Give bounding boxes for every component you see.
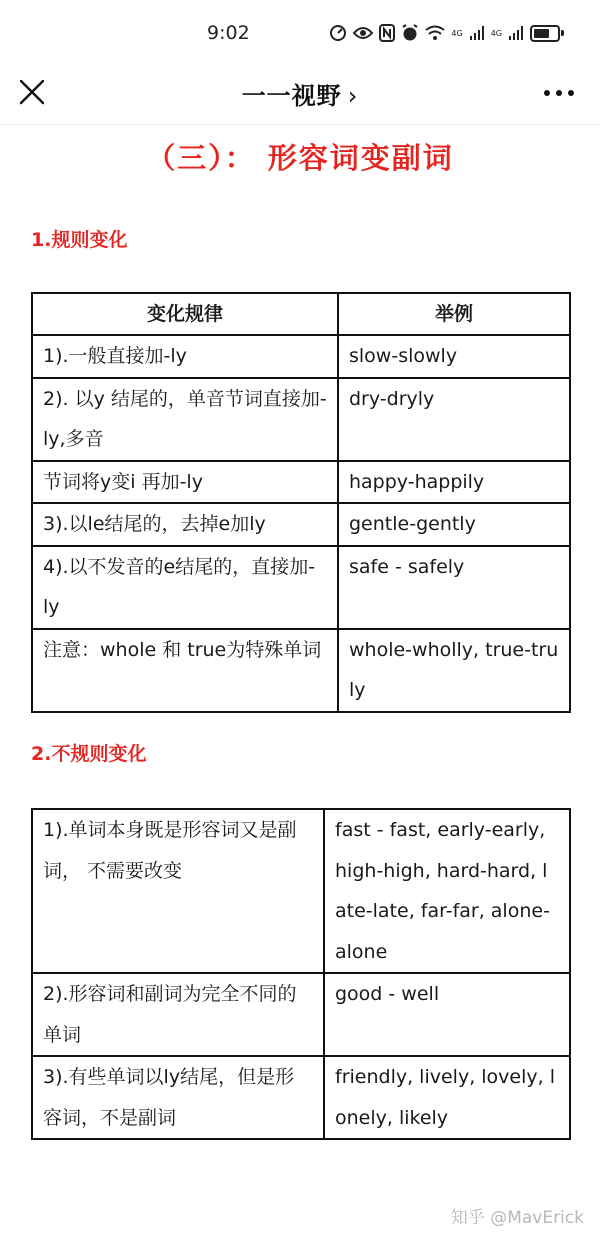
table-row (32, 629, 570, 712)
table-row (32, 503, 570, 546)
eye-icon (353, 25, 373, 41)
example-cell: whole-wholly, true-truly (338, 629, 570, 712)
header-rule: 变化规律 (32, 293, 338, 335)
battery-icon (530, 25, 560, 42)
rule-cell: 2).形容词和副词为完全不同的单词 (32, 973, 324, 1056)
status-icons (329, 24, 564, 42)
rule-cell: 4).以不发音的e结尾的，直接加-ly (32, 546, 338, 629)
rule-cell: 3).以le结尾的，去掉e加ly (32, 503, 338, 546)
signal-icon-2 (508, 25, 524, 41)
table-row (32, 973, 570, 1056)
rule-cell: 1).一般直接加-ly (32, 335, 338, 378)
battery-tip (561, 30, 564, 36)
regular-changes-table (31, 292, 571, 713)
table-row (32, 1056, 570, 1139)
chevron-right-icon: › (347, 82, 359, 110)
signal-label-1: 4G (451, 28, 463, 38)
example-cell: safe - safely (338, 546, 570, 629)
nav-title-text: 一一视野 (241, 82, 342, 110)
example-cell: slow-slowly (338, 335, 570, 378)
table-row (32, 335, 570, 378)
more-dot-icon (544, 90, 550, 96)
watermark: 知乎 @MavErick (450, 1208, 584, 1228)
rule-cell: 注意：whole 和 true为特殊单词 (32, 629, 338, 712)
rule-cell: 2). 以y 结尾的，单音节词直接加-ly,多音 (32, 378, 338, 461)
rule-cell: 1).单词本身既是形容词又是副词， 不需要改变 (32, 809, 324, 973)
nav-bar (0, 62, 600, 125)
example-cell: dry-dryly (338, 378, 570, 461)
nav-title-link[interactable] (0, 76, 600, 111)
header-example: 举例 (338, 293, 570, 335)
status-time: 9:02 (207, 22, 250, 44)
more-button[interactable] (544, 90, 574, 96)
table-row (32, 378, 570, 461)
section-title-irregular: 2.不规则变化 (31, 743, 147, 765)
section-title-regular: 1.规则变化 (31, 229, 128, 251)
page-heading: （三）： 形容词变副词 (146, 141, 454, 175)
rule-cell: 3).有些单词以ly结尾，但是形容词，不是副词 (32, 1056, 324, 1139)
status-bar (0, 0, 600, 62)
signal-label-2: 4G (490, 28, 502, 38)
irregular-changes-table (31, 808, 571, 1140)
table-row (32, 546, 570, 629)
table-header-row (32, 293, 570, 335)
alarm-icon (401, 24, 419, 42)
signal-icon-1 (469, 25, 485, 41)
example-cell: gentle-gently (338, 503, 570, 546)
table-row (32, 809, 570, 973)
example-cell: good - well (324, 973, 570, 1056)
example-cell: friendly, lively, lovely, lonely, likely (324, 1056, 570, 1139)
wifi-icon (425, 25, 445, 41)
more-dot-icon (556, 90, 562, 96)
table-row (32, 461, 570, 504)
speed-icon (329, 24, 347, 42)
nfc-icon (379, 24, 395, 42)
more-dot-icon (568, 90, 574, 96)
example-cell: fast - fast, early-early, high-high, hard-hard, late-late, far-far, alone-alone (324, 809, 570, 973)
example-cell: happy-happily (338, 461, 570, 504)
rule-cell: 节词将y变i 再加-ly (32, 461, 338, 504)
